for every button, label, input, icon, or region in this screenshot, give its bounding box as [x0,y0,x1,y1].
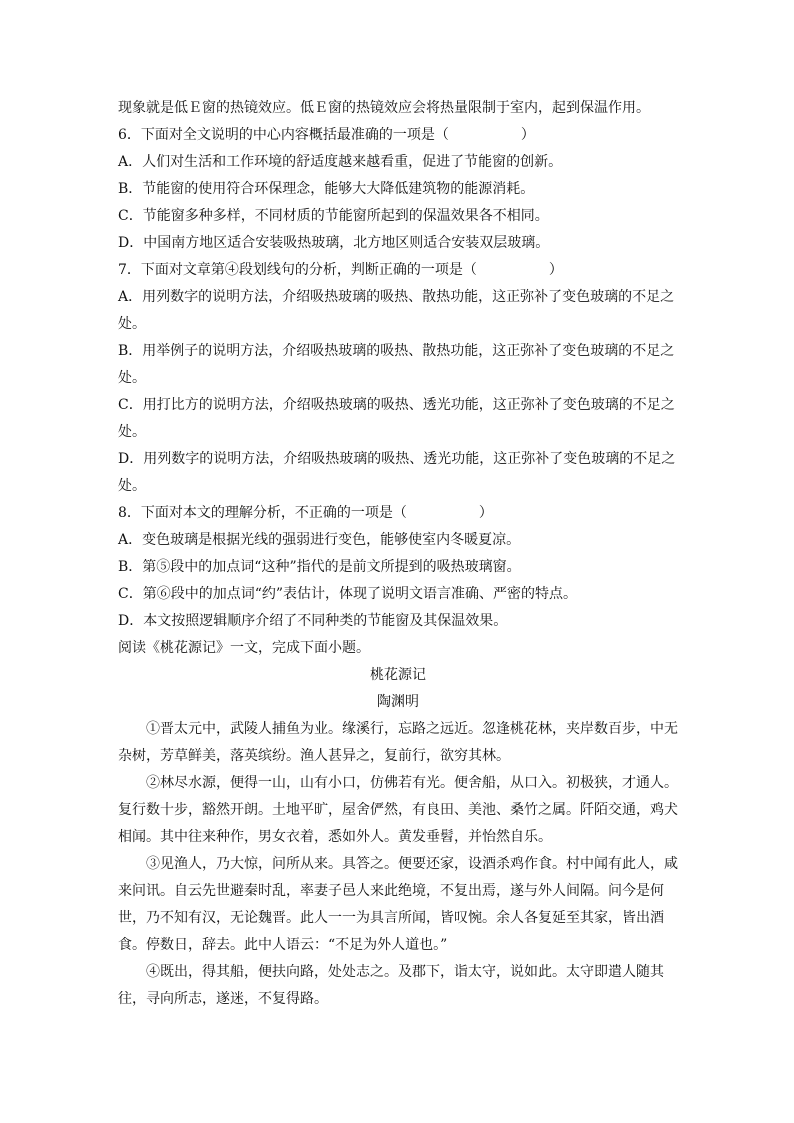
option-d: D．本文按照逻辑顺序介绍了不同种类的节能窗及其保温效果。 [118,613,508,629]
question-8-stem-text: 8．下面对本文的理解分析，不正确的一项是（ [118,505,407,521]
question-7-stem-close: ） [548,262,563,278]
option-a: A．用列数字的说明方法，介绍吸热玻璃的吸热、散热功能，这正弥补了变色玻璃的不足之处。 [118,289,675,332]
passage-paragraph-1: ①晋太元中，武陵人捕鱼为业。缘溪行，忘路之远近。忽逢桃花林，夹岸数百步，中无杂树，芳草鲜美，落英缤纷。渔人甚异之，复前行，欲穷其林。 [118,721,678,764]
question-6-stem-close: ） [520,127,535,143]
option-b: B．节能窗的使用符合环保理念，能够大大降低建筑物的能源消耗。 [118,181,535,197]
question-7 [118,257,678,500]
passage-title: 桃花源记 [370,667,426,683]
question-8-stem [118,500,678,527]
option-b: B．第⑤段中的加点词“这种”指代的是前文所提到的吸热玻璃窗。 [118,559,521,575]
reading-instruction: 阅读《桃花源记》一文，完成下面小题。 [118,640,370,656]
question-8 [118,500,678,635]
option-a: A．变色玻璃是根据光线的强弱进行变色，能够使室内冬暖夏凉。 [118,532,521,548]
option-b: B．用举例子的说明方法，介绍吸热玻璃的吸热、散热功能，这正弥补了变色玻璃的不足之处。 [118,343,675,386]
option-c: C．节能窗多种多样，不同材质的节能窗所起到的保温效果各不相同。 [118,208,549,224]
option-a: A．人们对生活和工作环境的舒适度越来越看重，促进了节能窗的创新。 [118,154,563,170]
question-6-stem-text: 6．下面对全文说明的中心内容概括最准确的一项是（ [118,127,449,143]
question-6 [118,122,678,257]
passage [118,662,678,1013]
question-7-stem-text: 7．下面对文章第④段划线句的分析，判断正确的一项是（ [118,262,477,278]
question-8-stem-close: ） [478,505,493,521]
document-content [118,95,678,1013]
question-6-stem [118,122,678,149]
option-c: C．用打比方的说明方法，介绍吸热玻璃的吸热、透光功能，这正弥补了变色玻璃的不足之处。 [118,397,675,440]
question-7-stem [118,257,678,284]
passage-paragraph-4: ④既出，得其船，便扶向路，处处志之。及郡下，诣太守，说如此。太守即遣人随其往，寻向所志，遂迷，不复得路。 [118,964,664,1007]
option-d: D．中国南方地区适合安装吸热玻璃，北方地区则适合安装双层玻璃。 [118,235,550,251]
option-d: D．用列数字的说明方法，介绍吸热玻璃的吸热、透光功能，这正弥补了变色玻璃的不足之处。 [118,451,676,494]
passage-paragraph-2: ②林尽水源，便得一山，山有小口，仿佛若有光。便舍船，从口入。初极狭，才通人。复行数十步，豁然开朗。土地平旷，屋舍俨然，有良田、美池、桑竹之属。阡陌交通，鸡犬相闻。其中往来种作，男女衣着，悉如外人。黄发垂髫，并怡然自乐。 [118,775,678,845]
option-c: C．第⑥段中的加点词“约”表估计，体现了说明文语言准确、严密的特点。 [118,586,578,602]
intro-line: 现象就是低Ｅ窗的热镜效应。低Ｅ窗的热镜效应会将热量限制于室内，起到保温作用。 [118,100,650,116]
passage-author: 陶渊明 [377,694,419,710]
passage-paragraph-3: ③见渔人，乃大惊，问所从来。具答之。便要还家，设酒杀鸡作食。村中闻有此人，咸来问讯。自云先世避秦时乱，率妻子邑人来此绝境，不复出焉，遂与外人间隔。问今是何世，乃不知有汉，无论魏晋。此人一一为具言所闻，皆叹惋。余人各复延至其家，皆出酒食。停数日，辞去。此中人语云：“不足为外人道也。” [118,856,678,953]
